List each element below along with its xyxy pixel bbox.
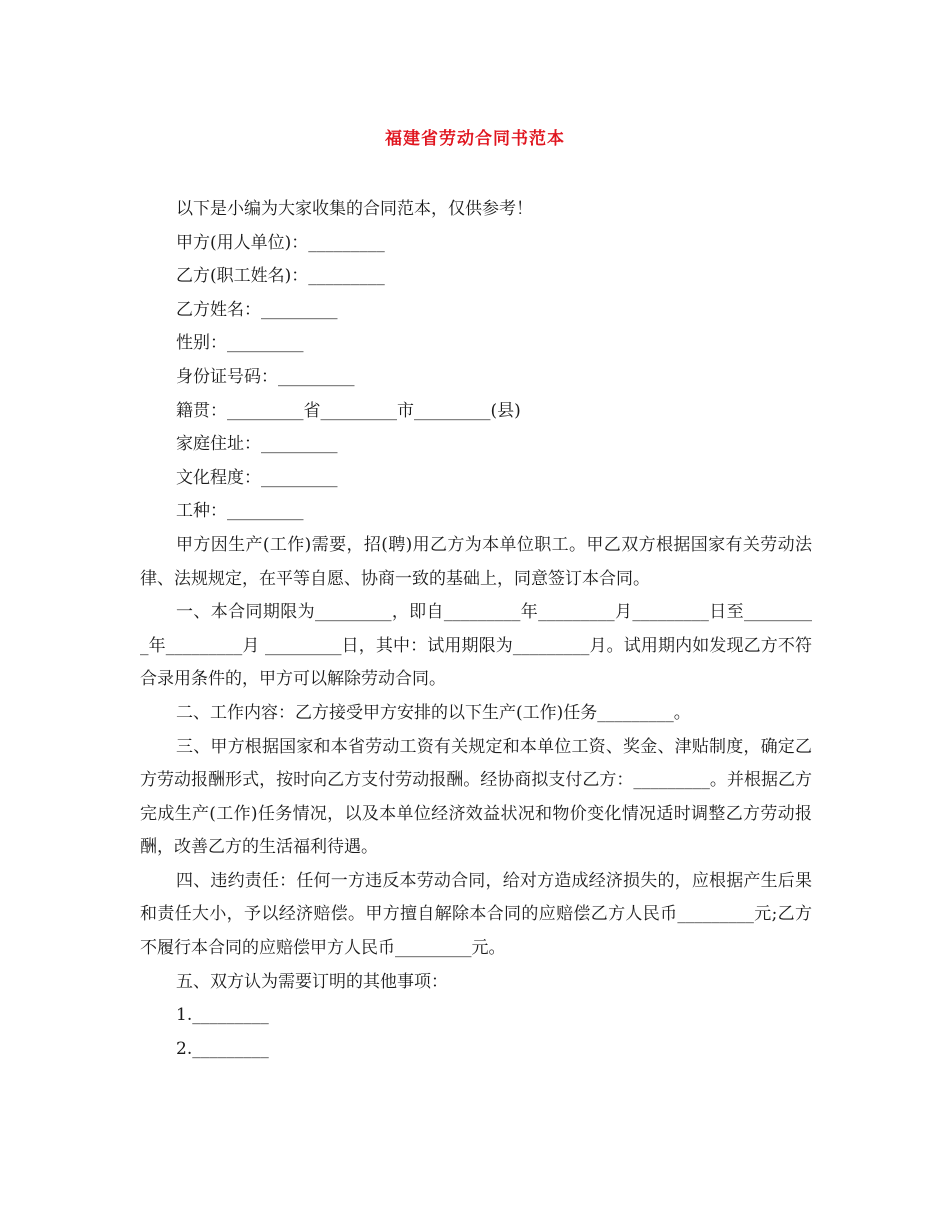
other-matter-item-2: 2._________ [176, 1038, 269, 1059]
id-number-field: 身份证号码：_________ [176, 366, 355, 387]
party-a-field: 甲方(用人单位)：_________ [176, 232, 385, 253]
clause-5-other-matters: 五、双方认为需要订明的其他事项： [176, 971, 448, 992]
party-b-field: 乙方(职工姓名)：_________ [176, 266, 385, 287]
home-address-field: 家庭住址：_________ [176, 434, 338, 455]
document-body [140, 193, 812, 1066]
job-type-field: 工种：_________ [176, 501, 304, 522]
clause-1-term: 一、本合同期限为_________，即自_________年_________月_________日至_________年_________月 _________日，其中：试用期限为_________月。试用期内如发现乙方不符合录用条件的，甲方可以解除劳动合同。 [140, 602, 812, 690]
gender-field: 性别：_________ [176, 333, 304, 354]
clause-2-work-content: 二、工作内容：乙方接受甲方安排的以下生产(工作)任务_________。 [176, 702, 691, 723]
preamble-paragraph: 甲方因生产(工作)需要，招(聘)用乙方为本单位职工。甲乙双方根据国家有关劳动法律、法规规定，在平等自愿、协商一致的基础上，同意签订本合同。 [140, 534, 812, 589]
education-field: 文化程度：_________ [176, 467, 338, 488]
document-title: 福建省劳动合同书范本 [385, 129, 565, 149]
clause-4-liability: 四、违约责任：任何一方违反本劳动合同，给对方造成经济损失的，应根据产生后果和责任大小，予以经济赔偿。甲方擅自解除本合同的应赔偿乙方人民币_________元;乙方不履行本合同的应赔偿甲方人民币_________元。 [140, 870, 812, 959]
other-matter-item-1: 1._________ [176, 1005, 269, 1026]
intro-paragraph: 以下是小编为大家收集的合同范本，仅供参考！ [176, 199, 533, 219]
native-place-field: 籍贯：_________省_________市_________(县) [176, 400, 521, 421]
party-b-name-field: 乙方姓名：_________ [176, 299, 338, 320]
clause-3-compensation: 三、甲方根据国家和本省劳动工资有关规定和本单位工资、奖金、津贴制度，确定乙方劳动报酬形式，按时向乙方支付劳动报酬。经协商拟支付乙方：_________。并根据乙方完成生产(工作)任务情况，以及本单位经济效益状况和物价变化情况适时调整乙方劳动报酬，改善乙方的生活福利待遇。 [140, 736, 812, 858]
